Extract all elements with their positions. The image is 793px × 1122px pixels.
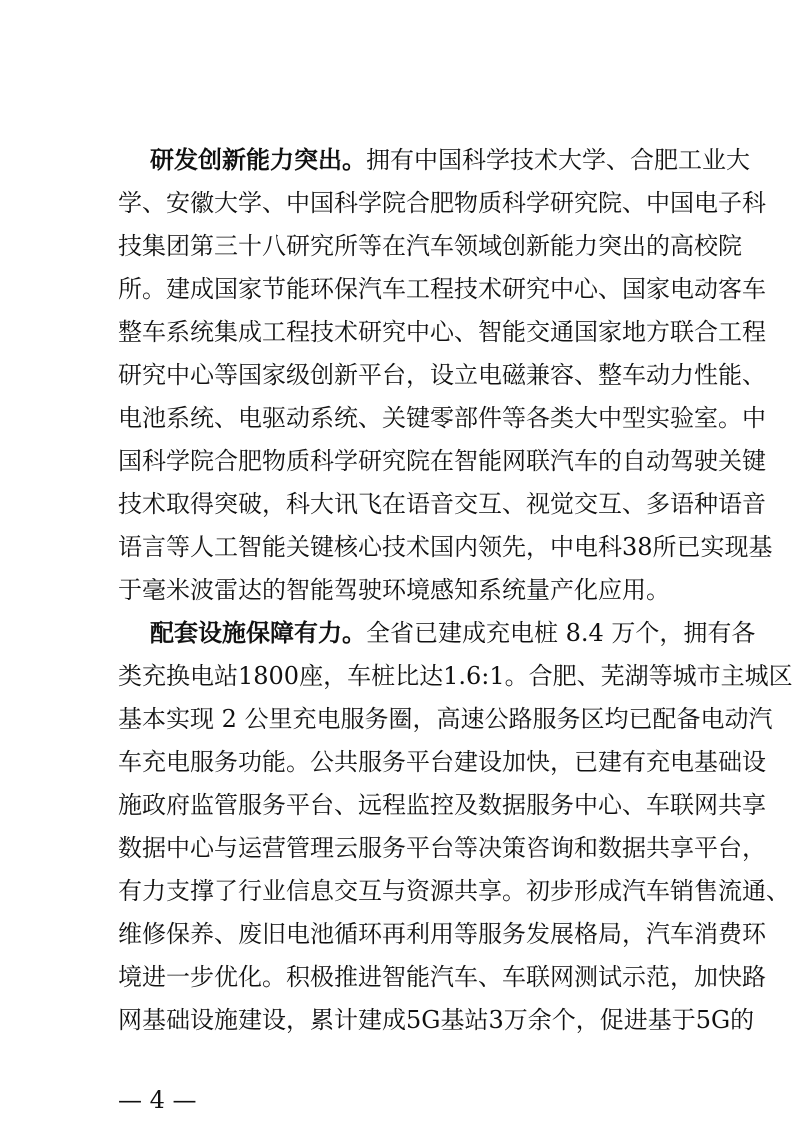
paragraph-1-heading: 研发创新能力突出。	[150, 145, 366, 174]
paragraph-2-heading: 配套设施保障有力。	[150, 618, 366, 647]
paragraph-2-line-10: 网基础设施建设，累计建成5G基站3万余个，促进基于5G的	[118, 1006, 755, 1034]
paragraph-1-line-2: 学、安徽大学、中国科学院合肥物质科学研究院、中国电子科	[118, 189, 766, 217]
paragraph-2-line-8: 维修保养、废旧电池循环再利用等服务发展格局，汽车消费环	[118, 920, 766, 948]
paragraph-2-line-7: 有力支撑了行业信息交互与资源共享。初步形成汽车销售流通、	[118, 877, 790, 905]
paragraph-2-line-6: 数据中心与运营管理云服务平台等决策咨询和数据共享平台，	[118, 834, 766, 862]
paragraph-1-line-10: 语言等人工智能关键核心技术国内领先，中电科38所已实现基	[118, 533, 773, 561]
paragraph-1-line-4: 所。建成国家节能环保汽车工程技术研究中心、国家电动客车	[118, 275, 766, 303]
paragraph-1-line-9: 技术取得突破，科大讯飞在语音交互、视觉交互、多语种语音	[118, 490, 766, 518]
page-number: — 4 —	[118, 1086, 197, 1114]
paragraph-1-line-11: 于毫米波雷达的智能驾驶环境感知系统量产化应用。	[118, 576, 670, 604]
paragraph-2-line-1	[150, 613, 756, 653]
paragraph-1-line-1	[150, 140, 750, 180]
paragraph-2-line-2: 类充换电站1800座，车桩比达1.6:1。合肥、芜湖等城市主城区	[118, 662, 793, 690]
paragraph-1-line-5: 整车系统集成工程技术研究中心、智能交通国家地方联合工程	[118, 318, 766, 346]
paragraph-1-line-6: 研究中心等国家级创新平台，设立电磁兼容、整车动力性能、	[118, 361, 766, 389]
paragraph-2-text: 全省已建成充电桩 8.4 万个，拥有各	[366, 619, 756, 647]
paragraph-2-line-5: 施政府监管服务平台、远程监控及数据服务中心、车联网共享	[118, 791, 766, 819]
paragraph-1-text: 拥有中国科学技术大学、合肥工业大	[366, 146, 750, 174]
paragraph-2-line-3: 基本实现 2 公里充电服务圈，高速公路服务区均已配备电动汽	[118, 705, 773, 733]
paragraph-1-line-7: 电池系统、电驱动系统、关键零部件等各类大中型实验室。中	[118, 404, 766, 432]
paragraph-2-line-9: 境进一步优化。积极推进智能汽车、车联网测试示范，加快路	[118, 963, 766, 991]
paragraph-1-line-3: 技集团第三十八研究所等在汽车领域创新能力突出的高校院	[118, 232, 742, 260]
paragraph-1-line-8: 国科学院合肥物质科学研究院在智能网联汽车的自动驾驶关键	[118, 447, 766, 475]
paragraph-2-line-4: 车充电服务功能。公共服务平台建设加快，已建有充电基础设	[118, 748, 766, 776]
